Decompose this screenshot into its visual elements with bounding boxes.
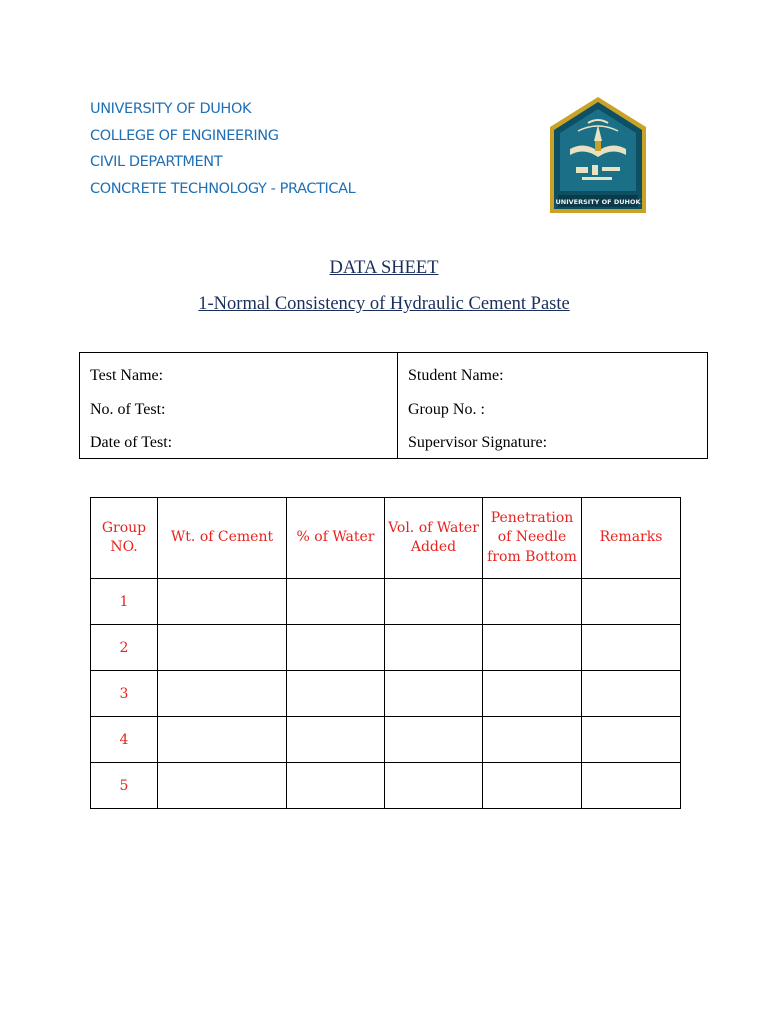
table-row [91, 579, 681, 625]
table-cell[interactable] [158, 763, 287, 809]
institution-header [90, 96, 355, 202]
table-row [91, 717, 681, 763]
table-cell[interactable] [385, 625, 483, 671]
table-cell[interactable] [287, 763, 385, 809]
data-sheet-title: DATA SHEET [329, 258, 439, 278]
table-cell[interactable] [582, 717, 681, 763]
header-wt-cement: Wt. of Cement [158, 498, 287, 579]
table-cell[interactable] [385, 717, 483, 763]
table-cell[interactable] [582, 763, 681, 809]
table-cell[interactable] [158, 625, 287, 671]
department-name: CIVIL DEPARTMENT [90, 154, 223, 170]
table-row [91, 671, 681, 717]
student-name-label: Student Name: [408, 367, 504, 384]
table-cell[interactable] [287, 579, 385, 625]
header-percent-water: % of Water [287, 498, 385, 579]
info-left-column [80, 353, 398, 458]
table-cell[interactable] [287, 717, 385, 763]
university-name: UNIVERSITY OF DUHOK [90, 101, 252, 117]
table-row [91, 625, 681, 671]
results-table [90, 497, 681, 809]
table-cell[interactable] [582, 625, 681, 671]
table-cell[interactable] [158, 717, 287, 763]
test-date-label: Date of Test: [90, 434, 173, 451]
group-number-label: Group No. : [408, 400, 485, 418]
course-name: CONCRETE TECHNOLOGY - PRACTICAL [90, 180, 356, 197]
group-number-cell: 5 [91, 763, 158, 809]
header-remarks: Remarks [582, 498, 681, 579]
table-cell[interactable] [287, 671, 385, 717]
table-header-row [91, 498, 681, 579]
table-cell[interactable] [483, 625, 582, 671]
header-vol-water: Vol. of Water Added [385, 498, 483, 579]
table-cell[interactable] [483, 763, 582, 809]
group-number-cell: 1 [91, 579, 158, 625]
table-cell[interactable] [483, 717, 582, 763]
group-number-cell: 4 [91, 717, 158, 763]
logo-caption: UNIVERSITY OF DUHOK [555, 198, 641, 206]
supervisor-signature-label: Supervisor Signature: [408, 434, 548, 451]
header-penetration: Penetration of Needle from Bottom [483, 498, 582, 579]
test-name-label: Test Name: [90, 367, 164, 384]
group-number-cell: 2 [91, 625, 158, 671]
college-name: COLLEGE OF ENGINEERING [90, 127, 279, 144]
table-cell[interactable] [483, 579, 582, 625]
table-cell[interactable] [385, 763, 483, 809]
experiment-title-text: 1-Normal Consistency of Hydraulic Cement Paste [198, 294, 570, 314]
info-box [79, 352, 708, 459]
table-cell[interactable] [582, 671, 681, 717]
table-cell[interactable] [158, 671, 287, 717]
table-cell[interactable] [385, 671, 483, 717]
university-logo [548, 95, 648, 215]
experiment-title [0, 294, 768, 315]
table-cell[interactable] [582, 579, 681, 625]
table-cell[interactable] [385, 579, 483, 625]
table-cell[interactable] [158, 579, 287, 625]
info-right-column [398, 353, 707, 458]
page-title [0, 258, 768, 279]
test-number-label: No. of Test: [90, 400, 166, 418]
table-cell[interactable] [483, 671, 582, 717]
header-group-no: Group NO. [91, 498, 158, 579]
group-number-cell: 3 [91, 671, 158, 717]
table-row [91, 763, 681, 809]
table-cell[interactable] [287, 625, 385, 671]
